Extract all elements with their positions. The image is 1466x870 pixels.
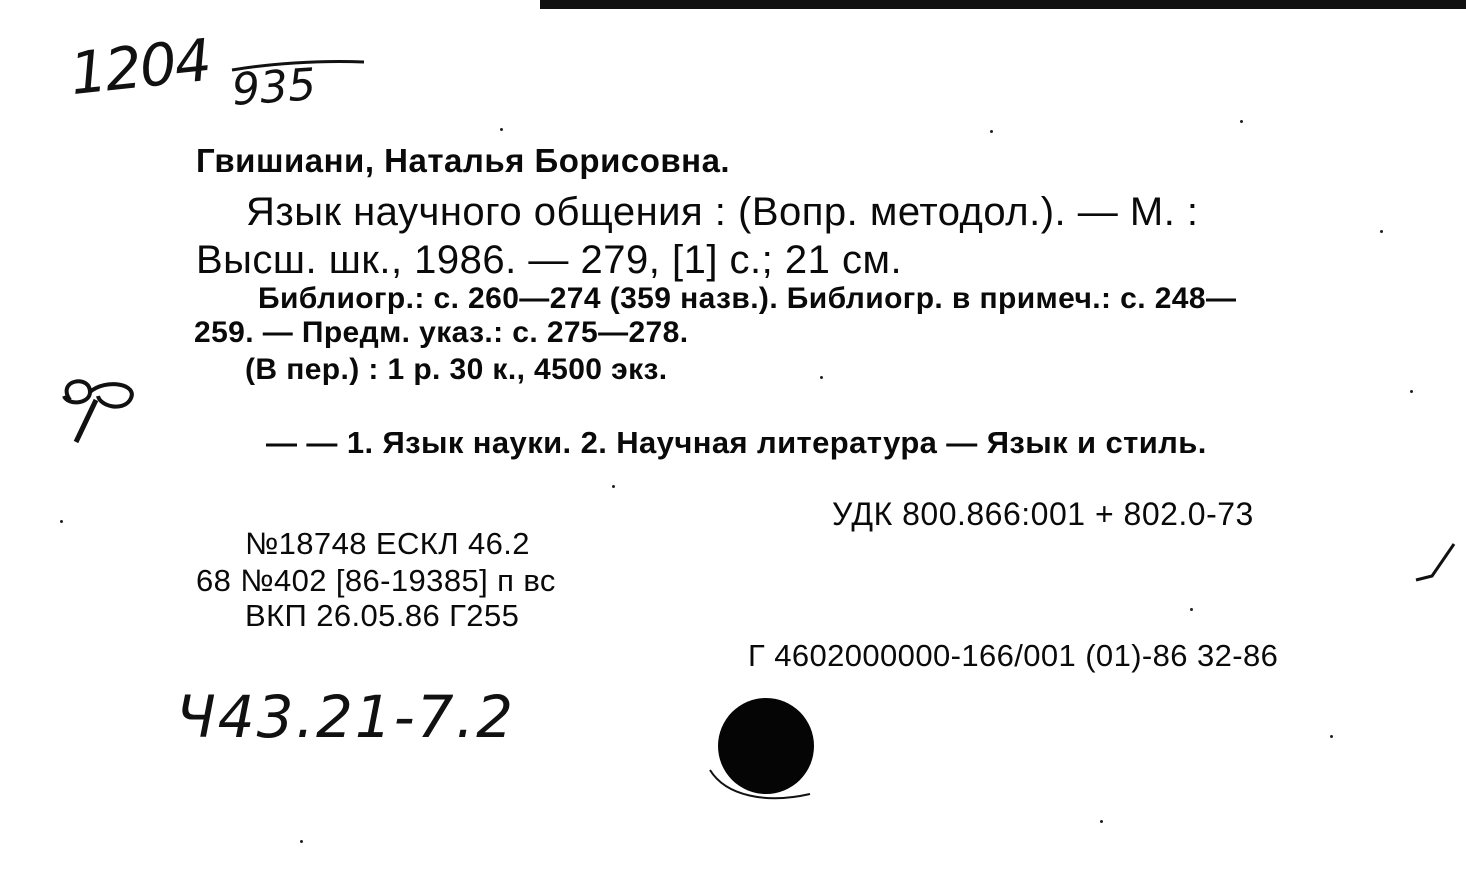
handwritten-shelf-mark: Ч43.21-7.2 [176, 683, 515, 751]
udk-classification: УДК 800.866:001 + 802.0-73 [832, 496, 1254, 532]
scan-speck [1410, 390, 1413, 393]
registration-line: ВКП 26.05.86 Г255 [245, 598, 520, 633]
punch-hole-edge [706, 760, 826, 810]
scan-edge-bar [540, 0, 1466, 9]
handwritten-inventory-number: 1204 [66, 25, 213, 109]
handwritten-inventory-sub: 935 [230, 59, 318, 116]
title-statement: Язык научного общения : (Вопр. методол.). — М. : [246, 190, 1199, 234]
scan-speck [1240, 120, 1243, 123]
publication-statement: Высш. шк., 1986. — 279, [1] с.; 21 см. [196, 238, 903, 282]
scan-speck [60, 520, 63, 523]
scan-speck [1380, 230, 1383, 233]
author-heading: Гвишиани, Наталья Борисовна. [196, 142, 731, 179]
price-note: (В пер.) : 1 р. 30 к., 4500 экз. [245, 353, 668, 386]
subject-headings: — — 1. Язык науки. 2. Научная литература — Язык и стиль. [266, 425, 1207, 460]
scan-speck [1190, 608, 1193, 611]
handwritten-underline [228, 56, 368, 76]
scan-speck [612, 485, 615, 488]
scan-speck [1100, 820, 1103, 823]
note-line: Библиогр.: с. 260—274 (359 назв.). Библиогр. в примеч.: с. 248— [258, 282, 1237, 315]
note-line: 259. — Предм. указ.: с. 275—278. [194, 316, 689, 349]
scan-speck [820, 376, 823, 379]
scan-speck [990, 130, 993, 133]
registration-line: 68 №402 [86-19385] п вс [196, 563, 556, 598]
scan-speck [1330, 735, 1333, 738]
scan-speck [300, 840, 303, 843]
check-mark [1412, 540, 1462, 590]
g-code: Г 4602000000-166/001 (01)-86 32-86 [748, 638, 1279, 673]
registration-line: №18748 ЕСКЛ 46.2 [245, 526, 530, 561]
handwritten-initials-mark [50, 370, 150, 450]
scan-speck [500, 128, 503, 131]
